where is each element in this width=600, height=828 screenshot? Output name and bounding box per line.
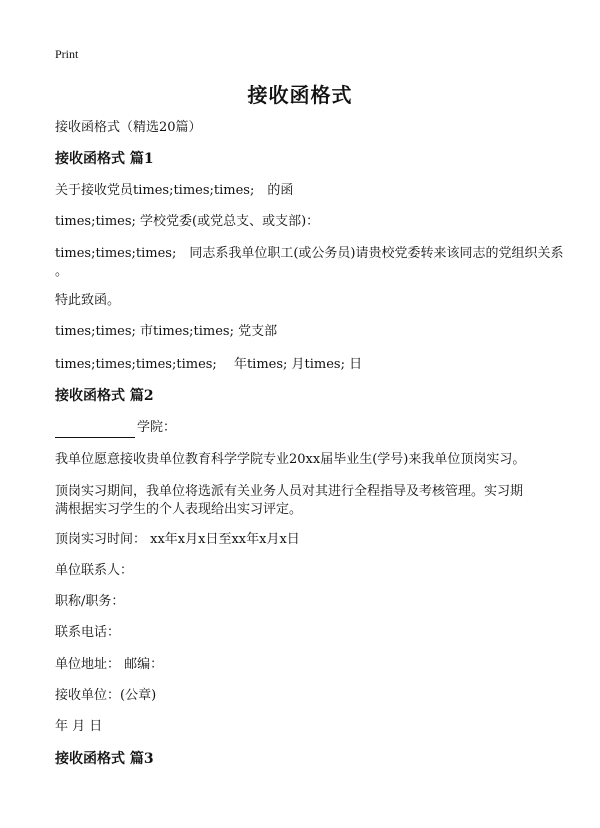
section-heading-1: 接收函格式 篇1 bbox=[55, 151, 154, 167]
subtitle: 接收函格式（精选20篇） bbox=[55, 120, 202, 135]
college-suffix: 学院： bbox=[137, 420, 177, 435]
print-link[interactable]: Print bbox=[55, 47, 79, 61]
paragraph: 特此致函。 bbox=[55, 293, 121, 308]
paragraph: times;times;times; 同志系我单位职工(或公务员)请贵校党委转来该同志的党组织关系 bbox=[55, 246, 564, 261]
paragraph: 。 bbox=[55, 264, 69, 279]
paragraph: times;times; 市times;times; 党支部 bbox=[55, 324, 278, 339]
paragraph: times;times;times;times; 年times; 月times; 日 bbox=[55, 357, 363, 372]
section-heading-3: 接收函格式 篇3 bbox=[55, 751, 154, 767]
paragraph: 满根据实习学生的个人表现给出实习评定。 bbox=[55, 502, 303, 517]
paragraph: 职称/职务： bbox=[55, 594, 125, 609]
paragraph: 接收单位：(公章) bbox=[55, 688, 157, 703]
paragraph: 顶岗实习期间，我单位将选派有关业务人员对其进行全程指导及考核管理。实习期 bbox=[55, 484, 524, 499]
page-title: 接收函格式 bbox=[247, 83, 353, 107]
fill-in-blank bbox=[55, 423, 135, 438]
paragraph: times;times; 学校党委(或党总支、或支部)： bbox=[55, 214, 320, 229]
paragraph: 关于接收党员times;times;times; 的函 bbox=[55, 183, 294, 198]
paragraph: 单位地址： 邮编： bbox=[55, 657, 164, 672]
paragraph: 年 月 日 bbox=[55, 719, 103, 734]
paragraph: 顶岗实习时间： xx年x月x日至xx年x月x日 bbox=[55, 532, 300, 547]
addressee-line bbox=[55, 418, 555, 438]
paragraph: 单位联系人： bbox=[55, 563, 134, 578]
section-heading-2: 接收函格式 篇2 bbox=[55, 388, 154, 404]
paragraph: 我单位愿意接收贵单位教育科学学院专业20xx届毕业生(学号)来我单位顶岗实习。 bbox=[55, 452, 526, 467]
paragraph: 联系电话： bbox=[55, 625, 121, 640]
